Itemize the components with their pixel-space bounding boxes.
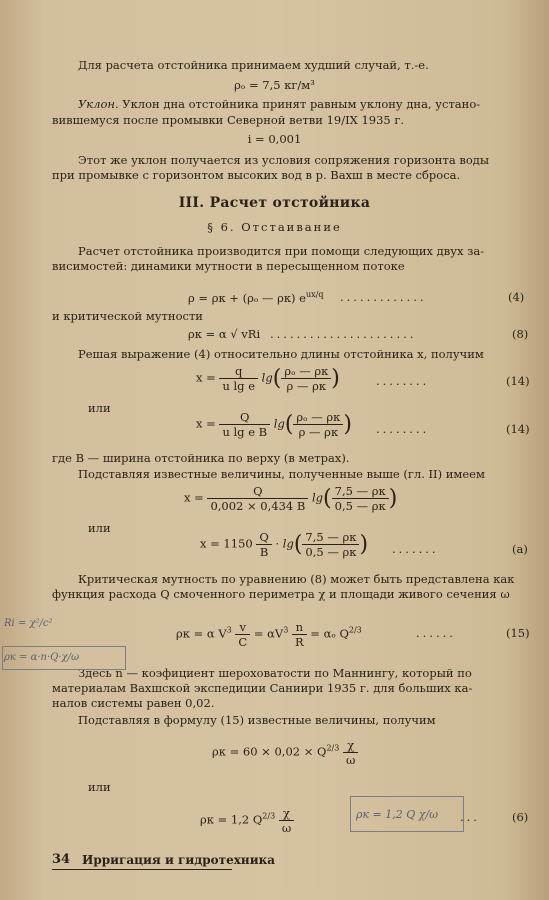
paren: )	[388, 486, 398, 511]
denominator: ω	[281, 821, 292, 835]
paren: (	[284, 412, 294, 437]
equation-number: (14)	[506, 422, 530, 436]
formula-body: ρк = 1,2 Q	[200, 812, 263, 827]
paren: (	[272, 366, 282, 391]
formula-15: ρк = α $V^3$ $\frac{v}{C}$ = $\alpha V^3$ $\frac{n}{R}$ = αₒ $Q^{2/3}$	[176, 620, 362, 649]
paren: )	[359, 532, 369, 557]
paren: )	[343, 412, 352, 437]
denominator: ρ — ρк	[286, 379, 327, 393]
handwritten-note: ρк = 1,2 Q χ/ω	[356, 808, 439, 821]
handwritten-note: Ri = χ²/c²	[4, 618, 53, 629]
leader-dots: ......................	[270, 327, 417, 341]
fraction	[279, 806, 294, 835]
text-line: Расчет отстойника производится при помощи следующих двух за-	[78, 244, 485, 258]
formula-4-body: ρ = ρк + (ρₒ — ρк) e	[188, 290, 306, 305]
section-title: III. Расчет отстойника	[178, 195, 371, 211]
equation-number: (6)	[512, 810, 529, 824]
text-line: вившемуся после промывки Северной ветви 19/IX 1935 г.	[52, 113, 405, 127]
numerator: ρₒ — ρк	[293, 410, 343, 425]
paren: (	[293, 532, 303, 557]
text-line: Для расчета отстойника принимаем худший случай, т.-е.	[78, 58, 429, 72]
denominator: u lg e	[222, 379, 256, 393]
equation-number: (8)	[512, 327, 529, 341]
log-sign: lg	[273, 416, 285, 431]
formula-lhs: x =	[196, 416, 216, 431]
text-line: Критическая мутность по уравнению (8) может быть представлена как	[78, 572, 515, 586]
denominator: 0,5 — ρк	[305, 545, 357, 559]
denominator: ω	[346, 753, 356, 767]
page-number: 34	[52, 852, 71, 867]
formula-body: ρк = 60 × 0,02 × Q	[212, 744, 327, 759]
fraction	[219, 410, 270, 439]
log-sign: lg	[261, 370, 273, 385]
denominator: u lg e B	[222, 425, 268, 439]
pencil-box	[350, 796, 464, 832]
text-line: функция расхода Q смоченного периметра χ и площади живого сечения ω	[52, 587, 510, 601]
leader-dots: .......	[392, 542, 439, 556]
formula-4-exponent: ux/q	[306, 290, 324, 299]
section-subtitle: § 6. Отстаивание	[207, 220, 342, 234]
run-in-heading: Уклон.	[78, 97, 119, 111]
formula-lhs: x =	[184, 490, 204, 505]
formula-a: x = 1150 $\frac{Q}{B}$ · lg( $\frac{7,5 — \rho к}{0,5 — \rho к}$ )	[200, 530, 369, 559]
denominator: 0,5 — ρк	[334, 499, 386, 513]
denominator: B	[259, 545, 269, 559]
equation-number: (15)	[506, 626, 530, 640]
formula-substituted: $\rho к = 60 \times 0,02 \times Q^{2/3}$ $\frac{\chi}{\omega}$	[212, 738, 358, 767]
formula-body: ρк = α V	[176, 626, 227, 641]
formula-6: ρк = 1,2 $Q^{2/3}$ $\frac{\chi}{\omega}$	[200, 806, 294, 835]
numerator: χ	[279, 806, 294, 821]
text-line: или	[88, 780, 111, 794]
fraction: $\frac{v}{C}$	[235, 620, 250, 649]
text-line: Подставляя в формулу (15) известные величины, получим	[78, 713, 436, 727]
fraction	[207, 484, 308, 513]
formula-x-numeric	[184, 484, 397, 513]
fraction	[256, 530, 271, 559]
denominator: ρ — ρк	[298, 425, 339, 439]
formula-14b	[196, 410, 352, 439]
formula-lhs: x = 1150	[200, 536, 253, 551]
text-line: при промывке с горизонтом высоких вод в р. Вахш в месте сброса.	[52, 168, 461, 182]
text-line: Здесь n — коэфициент шероховатости по Маннингу, который по	[78, 666, 472, 680]
equation-number: (a)	[512, 542, 528, 556]
text-line: и критической мутности	[52, 309, 203, 323]
fraction	[281, 364, 331, 393]
text-line: висимостей: динамики мутности в пересыщенном потоке	[52, 259, 405, 273]
text-line: или	[88, 401, 111, 415]
numerator: χ	[343, 738, 358, 753]
text-line: Подставляя известные величины, полученные выше (гл. II) имеем	[78, 467, 485, 481]
text-line	[78, 97, 480, 111]
formula-end: = αₒ Q	[310, 626, 349, 641]
paren: )	[331, 366, 340, 391]
formula-mid: = αV	[253, 626, 284, 641]
numerator: q	[219, 364, 258, 379]
leader-dots: ...	[460, 810, 480, 824]
pencil-box	[2, 646, 126, 670]
numerator: 7,5 — ρк	[302, 530, 359, 545]
fraction: $\frac{n}{R}$	[292, 620, 307, 649]
slope-formula: i = 0,001	[247, 132, 302, 146]
formula-4	[188, 290, 323, 305]
footer-rule	[52, 869, 232, 870]
denominator: 0,002 × 0,434 B	[210, 499, 306, 513]
fraction	[219, 364, 258, 393]
fraction	[293, 410, 343, 439]
formula-14a	[196, 364, 340, 393]
leader-dots: ......	[416, 626, 456, 640]
handwritten-note: ρк = α·n·Q·χ/ω	[4, 652, 80, 663]
text-line: где B — ширина отстойника по верху (в метрах).	[52, 451, 350, 465]
text-line: Этот же уклон получается из условия сопряжения горизонта воды	[78, 153, 489, 167]
leader-dots: .............	[340, 290, 427, 304]
paren: (	[323, 486, 332, 511]
numerator: ρₒ — ρк	[281, 364, 331, 379]
text-run: Уклон дна отстойника принят равным уклону дна, устано-	[118, 97, 481, 111]
log-sign: lg	[312, 490, 324, 505]
fraction	[343, 738, 358, 767]
text-line: или	[88, 521, 111, 535]
formula-8: ρк = α √ vRi	[188, 327, 261, 341]
numerator: 7,5 — ρк	[332, 484, 389, 499]
text-line: материалам Вахшской экспедиции Саниири 1935 г. для больших ка-	[52, 681, 473, 695]
log-sign: lg	[282, 536, 294, 551]
leader-dots: ........	[376, 422, 430, 436]
numerator: Q	[256, 530, 271, 545]
text-line: Решая выражение (4) относительно длины отстойника x, получим	[78, 347, 484, 361]
fraction	[302, 530, 359, 559]
formula-lhs: x =	[196, 370, 216, 385]
fraction	[332, 484, 389, 513]
text-line: налов системы равен 0,02.	[52, 696, 215, 710]
numerator: Q	[207, 484, 308, 499]
running-footer: Ирригация и гидротехника	[82, 853, 276, 867]
leader-dots: ........	[376, 374, 430, 388]
density-formula: ρₒ = 7,5 кг/м³	[234, 78, 315, 92]
equation-number: (14)	[506, 374, 530, 388]
equation-number: (4)	[508, 290, 525, 304]
numerator: Q	[219, 410, 270, 425]
